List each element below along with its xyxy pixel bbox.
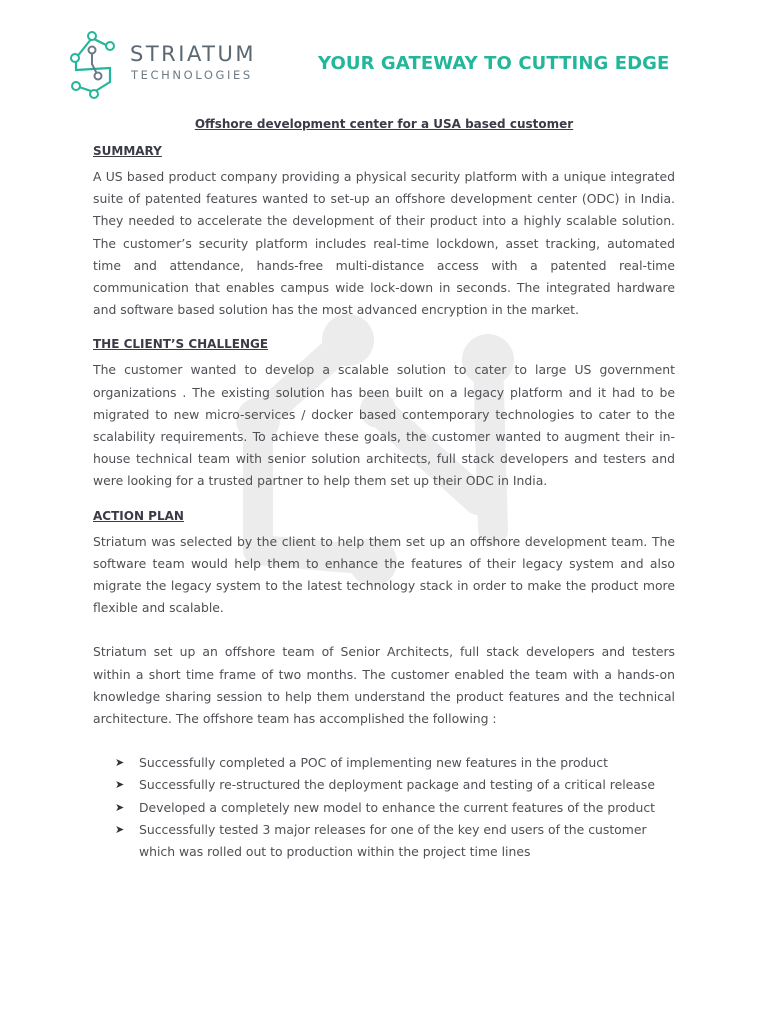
- document-content: [93, 112, 675, 863]
- action-plan-paragraph-2: Striatum set up an offshore team of Senior Architects, full stack developers and testers within a short time frame of two months. The customer enabled the team with a hands-on knowledge sharing session to help them understand the product features and the technical architecture. The offshore team has accomplished the following :: [93, 644, 675, 727]
- document-title: Offshore development center for a USA based customer: [194, 117, 574, 131]
- arrowhead-bullet-icon: ➤: [115, 800, 125, 814]
- summary-paragraph: A US based product company providing a physical security platform with a unique integrated suite of patented features wanted to set-up an offshore development center (ODC) in India. They needed to accelerate the development of their product into a highly scalable solution. The customer’s security platform includes real-time lockdown, asset tracking, automated time and attendance, hands-free multi-distance access with a patented real-time communication that enables campus wide lock-down in seconds. The integrated hardware and software based solution has the most advanced encryption in the market.: [93, 169, 675, 318]
- list-item: [115, 752, 675, 774]
- list-item-text: Successfully re-structured the deployment package and testing of a critical release: [139, 777, 655, 793]
- list-item: [115, 819, 675, 863]
- list-item: [115, 797, 675, 819]
- action-plan-paragraph-1: Striatum was selected by the client to help them set up an offshore development team. The software team would help them to enhance the features of their legacy system and also migrate the legacy system to the latest technology stack in order to make the product more flexible and scalable.: [93, 533, 675, 616]
- section-heading-action-plan: ACTION PLAN: [93, 508, 184, 523]
- list-item: [115, 774, 675, 796]
- striatum-logo-icon: [68, 28, 118, 100]
- client-challenge-paragraph: The customer wanted to develop a scalable solution to cater to large US government organizations . The existing solution has been built on a legacy platform and it had to be migrated to new micro-services / docker based contemporary technologies to cater to the scalability requirements. To achieve these goals, the customer wanted to augment their in-house technical team with senior solution architects, full stack developers and testers and were looking for a trusted partner to help them set up their ODC in India.: [93, 362, 675, 489]
- tagline: YOUR GATEWAY TO CUTTING EDGE: [318, 53, 670, 74]
- list-item-text: Successfully completed a POC of implementing new features in the product: [139, 755, 608, 771]
- arrowhead-bullet-icon: ➤: [115, 778, 125, 792]
- arrowhead-bullet-icon: ➤: [115, 822, 125, 836]
- accomplishments-list: [93, 752, 675, 863]
- arrowhead-bullet-icon: ➤: [115, 756, 125, 770]
- section-heading-client-challenge: THE CLIENT’S CHALLENGE: [93, 337, 269, 352]
- section-heading-summary: SUMMARY: [93, 144, 162, 158]
- list-item-text: Developed a completely new model to enhance the current features of the product: [139, 799, 656, 815]
- list-item-text: Successfully tested 3 major releases for one of the key end users of the customer which was rolled out to production within the project time lines: [139, 821, 647, 860]
- company-subtitle: TECHNOLOGIES: [131, 68, 253, 82]
- company-name: STRIATUM: [130, 42, 256, 66]
